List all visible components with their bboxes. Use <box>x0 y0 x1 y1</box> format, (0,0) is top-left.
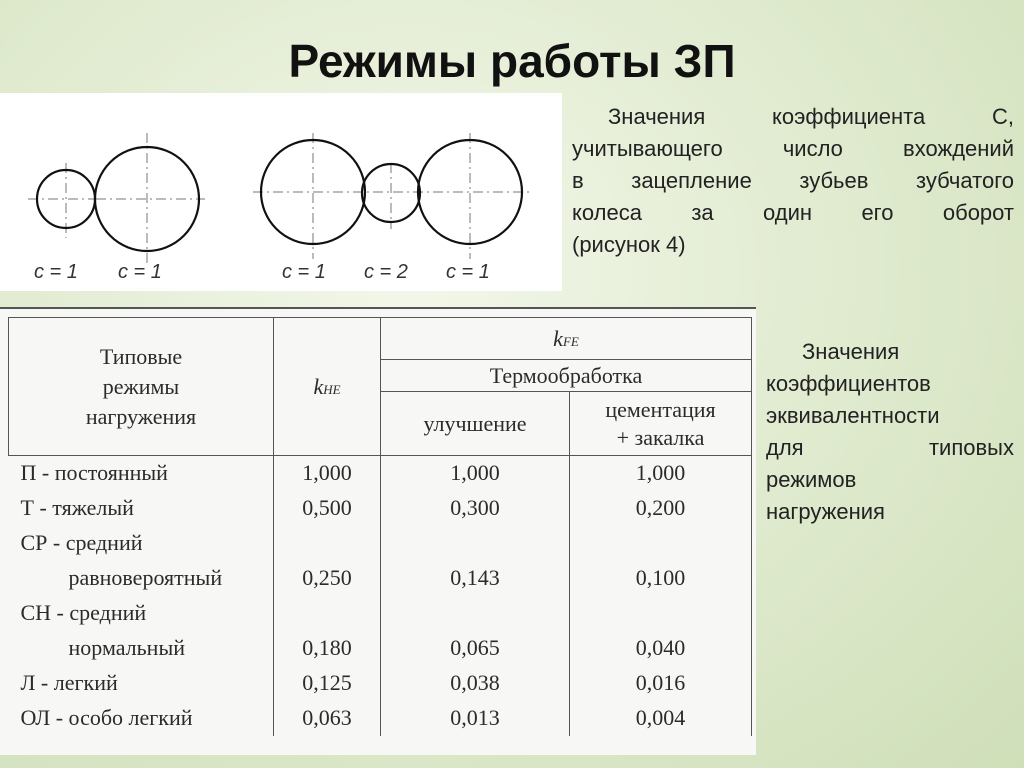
cell-mode: СР - средний <box>9 526 274 561</box>
cell-empty <box>381 526 570 561</box>
cell-improvement: 0,065 <box>381 631 570 666</box>
c-label: c = 1 <box>282 261 326 283</box>
header-line: цементация <box>605 396 716 422</box>
cell-khe: 1,000 <box>274 456 381 491</box>
text-line: эквивалентности <box>766 403 940 428</box>
table-row <box>9 631 752 666</box>
cell-mode: ОЛ - особо легкий <box>9 701 274 736</box>
header-line: нагружения <box>85 403 197 429</box>
c-label: c = 1 <box>446 261 490 283</box>
cell-khe: 0,125 <box>274 666 381 701</box>
text-line: колеса за один его оборот <box>572 200 1014 225</box>
table-row <box>9 701 752 736</box>
text-line: в зацепление зубьев зубчатого <box>572 168 1014 193</box>
header-kfe <box>381 318 752 360</box>
text-line: учитывающего число вхождений <box>572 136 1014 161</box>
slide-title: Режимы работы ЗП <box>288 35 736 87</box>
cell-improvement: 0,300 <box>381 491 570 526</box>
cell-mode: СН - средний <box>9 596 274 631</box>
cell-mode-cont: равновероятный <box>9 561 274 596</box>
cell-khe: 0,500 <box>274 491 381 526</box>
cell-empty <box>381 596 570 631</box>
cell-carburizing: 0,100 <box>570 561 752 596</box>
table-row <box>9 596 752 631</box>
cell-mode: П - постоянный <box>9 456 274 491</box>
cell-khe: 0,250 <box>274 561 381 596</box>
cell-carburizing: 0,040 <box>570 631 752 666</box>
cell-khe: 0,180 <box>274 631 381 666</box>
c-coefficient-description <box>572 101 1014 261</box>
load-modes-table <box>8 317 752 736</box>
text-line: режимов <box>766 467 857 492</box>
text-line: коэффициентов <box>766 371 931 396</box>
text-line: для типовых <box>766 435 1014 460</box>
c-label: c = 1 <box>118 261 162 283</box>
text-line: (рисунок 4) <box>572 232 686 257</box>
header-line: Типовые <box>99 343 183 369</box>
cell-carburizing: 1,000 <box>570 456 752 491</box>
header-symbol: k <box>553 325 563 351</box>
gear-mesh-figure <box>0 93 562 291</box>
cell-empty <box>274 526 381 561</box>
header-subscript: FE <box>562 333 579 349</box>
cell-improvement: 0,143 <box>381 561 570 596</box>
table-row <box>9 561 752 596</box>
text-line: Значения <box>802 339 900 364</box>
load-modes-table-panel <box>0 307 756 755</box>
header-line: + закалка <box>616 424 705 450</box>
table-row <box>9 456 752 491</box>
c-label: c = 2 <box>364 261 408 283</box>
header-subscript: HE <box>323 381 341 397</box>
cell-empty <box>570 526 752 561</box>
header-symbol: k <box>313 373 324 399</box>
c-label: c = 1 <box>34 261 78 283</box>
table-row <box>9 526 752 561</box>
table-row <box>9 666 752 701</box>
header-line: режимы <box>102 373 180 399</box>
k-coefficient-description <box>766 336 1014 528</box>
header-heat-treatment: Термообработка <box>381 360 752 392</box>
table-row <box>9 491 752 526</box>
cell-improvement: 0,013 <box>381 701 570 736</box>
cell-carburizing: 0,200 <box>570 491 752 526</box>
cell-carburizing: 0,016 <box>570 666 752 701</box>
cell-mode-cont: нормальный <box>9 631 274 666</box>
cell-mode: Л - легкий <box>9 666 274 701</box>
cell-empty <box>274 596 381 631</box>
cell-improvement: 1,000 <box>381 456 570 491</box>
text-line: нагружения <box>766 499 885 524</box>
header-carburizing <box>570 392 752 456</box>
header-load-modes <box>9 318 274 456</box>
header-khe <box>274 318 381 456</box>
gear-diagram-svg <box>0 93 562 291</box>
header-improvement: улучшение <box>381 392 570 456</box>
text-line: Значения коэффициента С, <box>608 104 1014 129</box>
cell-carburizing: 0,004 <box>570 701 752 736</box>
cell-empty <box>570 596 752 631</box>
cell-mode: Т - тяжелый <box>9 491 274 526</box>
cell-khe: 0,063 <box>274 701 381 736</box>
cell-improvement: 0,038 <box>381 666 570 701</box>
